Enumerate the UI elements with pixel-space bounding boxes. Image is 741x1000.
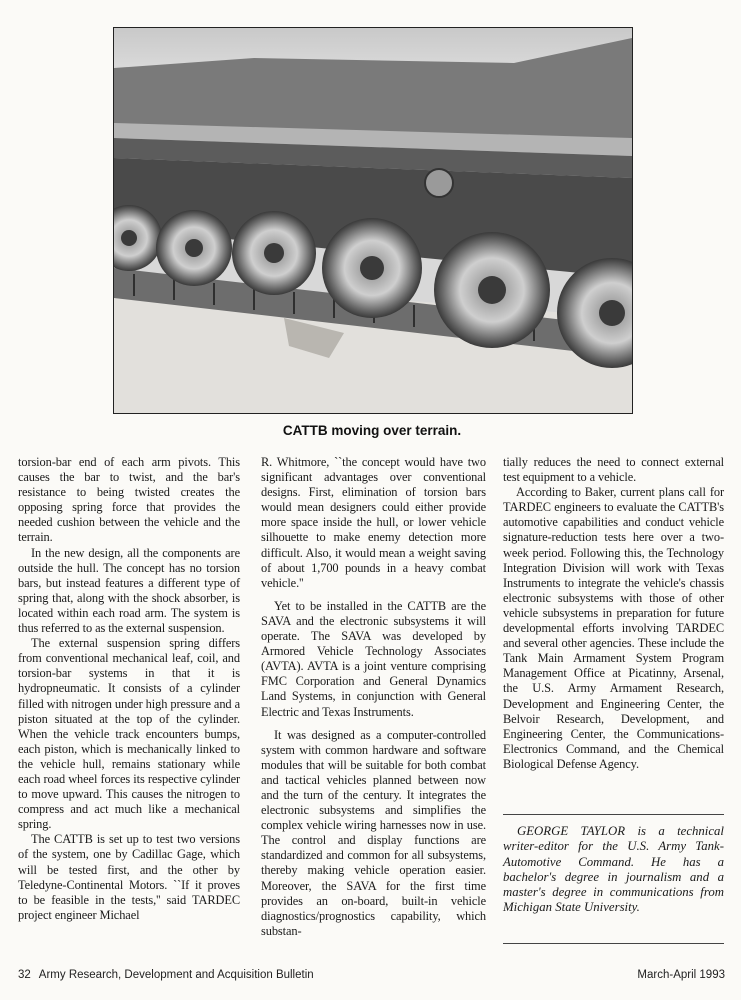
photo-caption: CATTB moving over terrain. bbox=[282, 423, 462, 438]
paragraph: The external suspension spring differs from conventional mechanical leaf, coil, and torsion-bar systems in that it is hydropneumatic. It consists of a cylinder filled with nitrogen under high pressure and a piston situated at the top of the cylinder. When the vehicle track encounters bumps, each piston, which is mechanically linked to the vehicle hull, remains stationary while each road wheel forces its respective cylinder to move upward. This causes the nitrogen to compress and act much like a mechanical spring. bbox=[18, 636, 240, 832]
bio-bottom-rule bbox=[503, 943, 724, 944]
article-column-2 bbox=[261, 455, 486, 939]
tank-track-photo bbox=[113, 27, 633, 414]
paragraph: R. Whitmore, ``the concept would have two significant advantages over conventional designs. First, elimination of torsion bars would mean designers could either provide more space inside the hull, or lower vehicle silhouette to make enemy detection more difficult. Also, it would mean a weight saving of about 1,700 pounds in a heavy combat vehicle.'' bbox=[261, 455, 486, 590]
paragraph: Yet to be installed in the CATTB are the SAVA and the electronic subsystems it will operate. The SAVA was developed by Armored Vehicle Technology Associates (AVTA). AVTA is a joint venture comprising FMC Corporation and General Dynamics Land Systems, in conjunction with General Electric and Texas Instruments. bbox=[261, 598, 486, 719]
author-bio bbox=[503, 824, 724, 916]
footer-publication bbox=[18, 969, 314, 981]
paragraph: The CATTB is set up to test two versions of the system, one by Cadillac Gage, which will be tested first, and the other by Teledyne-Continental Motors. ``If it proves to be feasible in the tests,'' said TARDEC project engineer Michael bbox=[18, 832, 240, 922]
paragraph: tially reduces the need to connect external test equipment to a vehicle. bbox=[503, 455, 724, 485]
page-number: 32 bbox=[18, 969, 31, 981]
photo-image bbox=[114, 28, 632, 413]
article-column-3 bbox=[503, 455, 724, 772]
publication-name: Army Research, Development and Acquisition Bulletin bbox=[38, 969, 314, 981]
paragraph: In the new design, all the components are outside the hull. The concept has no torsion bars, but instead features a different type of spring that, along with the shock absorber, is located within each road arm. The system is thus referred to as the external suspension. bbox=[18, 545, 240, 636]
bio-text: GEORGE TAYLOR is a technical writer-editor for the U.S. Army Tank-Automotive Command. He has a bachelor's degree in journalism and a master's degree in communications from Michigan State University. bbox=[503, 824, 724, 915]
paragraph: It was designed as a computer-controlled system with common hardware and software modules that will be suitable for both combat and tactical vehicles planned between now and the turn of the century. It integrates the electronic subsystems and simplifies the complex vehicle wiring harnesses now in use. The control and display functions are standardized and common for all subsystems, thereby making vehicle operation easier. Moreover, the SAVA for the first time provides an on-board, built-in vehicle diagnostics/prognostics capability, which substan- bbox=[261, 727, 486, 938]
paragraph: According to Baker, current plans call for TARDEC engineers to evaluate the CATTB's automotive capabilities and conduct vehicle signature-reduction tests here over a two-week period. Following this, the Technology Integration Division will work with Texas Instruments to integrate the vehicle's chassis electronic subsystems with those of other vehicle subsystems in preparation for future developmental efforts involving TARDEC and several other agencies. These include the Tank Main Armament System Program Management Office at Picatinny, Arsenal, the U.S. Army Armament Research, Development and Engineering Center, the Belvoir Research, Development, and Engineering Center, the Communications-Electronics Command, and the Chemical Biological Defense Agency. bbox=[503, 485, 724, 771]
footer-date: March-April 1993 bbox=[637, 969, 725, 981]
article-column-1 bbox=[18, 455, 240, 923]
paragraph: torsion-bar end of each arm pivots. This causes the bar to twist, and the bar's resistance to being twisted creates the opposing spring force that provides the needed cushion between the vehicle and the terrain. bbox=[18, 455, 240, 545]
bio-top-rule bbox=[503, 814, 724, 815]
